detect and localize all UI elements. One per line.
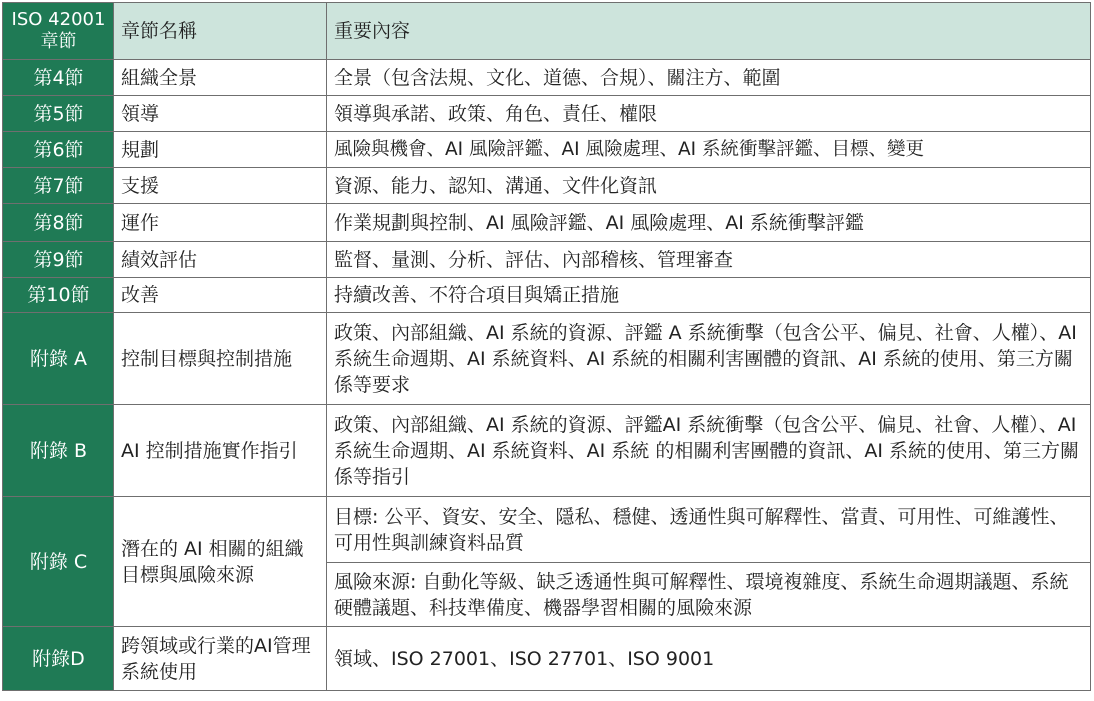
chapter-name-cell: 績效評估 [114, 242, 327, 278]
chapter-name-cell: AI 控制措施實作指引 [114, 405, 327, 497]
header-section-line2: 章節 [40, 31, 77, 52]
header-content-cell: 重要內容 [327, 3, 1091, 60]
section-cell: 第8節 [3, 204, 114, 242]
header-name-cell: 章節名稱 [114, 3, 327, 60]
content-cell: 領域、ISO 27001、ISO 27701、ISO 9001 [327, 627, 1091, 691]
chapter-name-cell: 規劃 [114, 132, 327, 168]
section-cell: 附錄 A [3, 313, 114, 405]
chapter-name-cell: 潛在的 AI 相關的組織目標與風險來源 [114, 497, 327, 627]
section-cell: 第6節 [3, 132, 114, 168]
table-row [3, 313, 1091, 405]
content-cell-risk-sources: 風險來源: 自動化等級、缺乏透通性與可解釋性、環境複雜度、系統生命週期議題、系統硬體議題、科技準備度、機器學習相關的風險來源 [327, 563, 1091, 627]
iso-42001-table [2, 2, 1091, 691]
section-cell: 附錄 B [3, 405, 114, 497]
section-cell: 附錄D [3, 627, 114, 691]
section-cell: 第4節 [3, 60, 114, 96]
chapter-name-cell: 支援 [114, 168, 327, 204]
content-cell: 作業規劃與控制、AI 風險評鑑、AI 風險處理、AI 系統衝擊評鑑 [327, 204, 1091, 242]
table-row [3, 60, 1091, 96]
chapter-name-cell: 組織全景 [114, 60, 327, 96]
chapter-name-cell: 跨領域或行業的AI管理系統使用 [114, 627, 327, 691]
section-cell: 附錄 C [3, 497, 114, 627]
table-row [3, 96, 1091, 132]
table-header-row [3, 3, 1091, 60]
content-cell: 全景（包含法規、文化、道德、合規）、關注方、範圍 [327, 60, 1091, 96]
table-row [3, 627, 1091, 691]
table-row [3, 168, 1091, 204]
table-row [3, 405, 1091, 497]
content-cell: 政策、內部組織、AI 系統的資源、評鑑AI 系統衝擊（包含公平、偏見、社會、人權）、AI 系統生命週期、AI 系統資料、AI 系統 的相關利害團體的資訊、AI 系統的使用、第三方關係等指引 [327, 405, 1091, 497]
table-row [3, 204, 1091, 242]
section-cell: 第10節 [3, 278, 114, 313]
content-cell: 監督、量測、分析、評估、內部稽核、管理審查 [327, 242, 1091, 278]
table-row [3, 242, 1091, 278]
content-cell: 資源、能力、認知、溝通、文件化資訊 [327, 168, 1091, 204]
table-row [3, 132, 1091, 168]
content-cell: 持續改善、不符合項目與矯正措施 [327, 278, 1091, 313]
section-cell: 第7節 [3, 168, 114, 204]
content-cell: 政策、內部組織、AI 系統的資源、評鑑 A 系統衝擊（包含公平、偏見、社會、人權）、AI系統生命週期、AI 系統資料、AI 系統的相關利害團體的資訊、AI 系統的使用、第三方關係等要求 [327, 313, 1091, 405]
chapter-name-cell: 運作 [114, 204, 327, 242]
content-cell: 領導與承諾、政策、角色、責任、權限 [327, 96, 1091, 132]
chapter-name-cell: 改善 [114, 278, 327, 313]
table-row [3, 278, 1091, 313]
header-section-line1: ISO 42001 [11, 9, 106, 30]
chapter-name-cell: 控制目標與控制措施 [114, 313, 327, 405]
header-section-cell [3, 3, 114, 60]
content-cell: 風險與機會、AI 風險評鑑、AI 風險處理、AI 系統衝擊評鑑、目標、變更 [327, 132, 1091, 168]
chapter-name-cell: 領導 [114, 96, 327, 132]
table-row [3, 497, 1091, 563]
content-cell-objectives: 目標: 公平、資安、安全、隱私、穩健、透通性與可解釋性、當責、可用性、可維護性、可用性與訓練資料品質 [327, 497, 1091, 563]
section-cell: 第9節 [3, 242, 114, 278]
section-cell: 第5節 [3, 96, 114, 132]
